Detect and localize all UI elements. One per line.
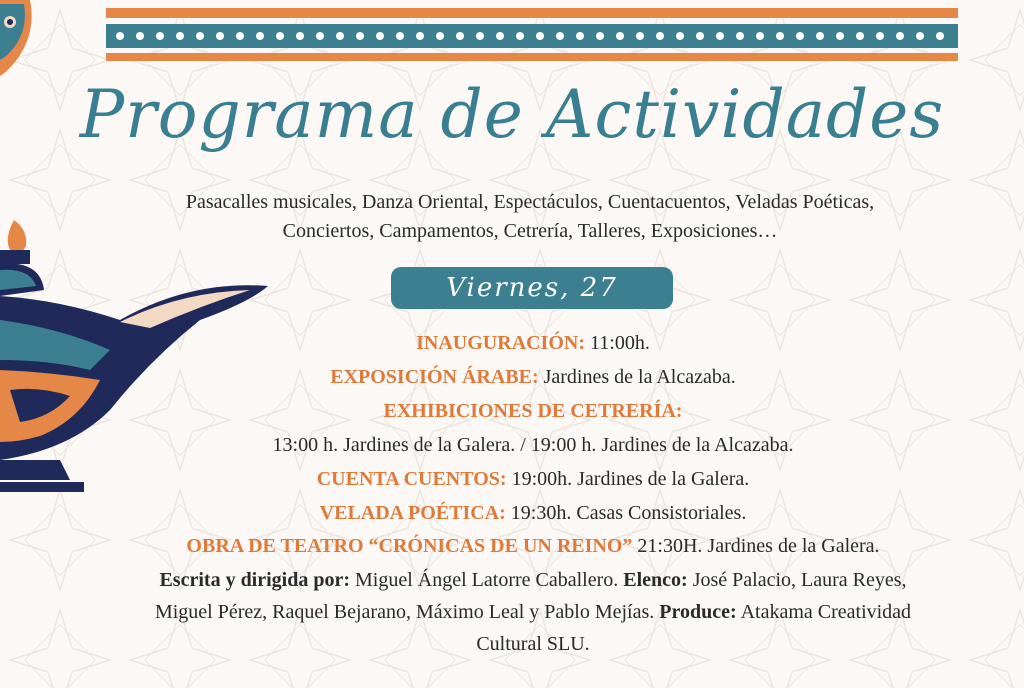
frieze-dot [836,32,844,40]
frieze-dot [436,32,444,40]
frieze-dot [936,32,944,40]
event-detail: Jardines de la Alcazaba. [538,366,736,388]
frieze-dot [336,32,344,40]
frieze-dot [676,32,684,40]
event-exposicion [90,360,976,394]
frieze-dot [876,32,884,40]
cast-label: Elenco: [623,569,688,591]
event-label: VELADA POÉTICA: [319,502,506,524]
event-label: OBRA DE TEATRO “CRÓNICAS DE UN REINO” [186,535,633,557]
frieze-dot [216,32,224,40]
event-schedule [90,326,976,660]
frieze-dot [276,32,284,40]
theatre-credits [90,564,976,660]
event-label: CUENTA CUENTOS: [316,468,507,490]
event-label: EXHIBICIONES DE CETRERÍA: [383,400,683,422]
event-label: INAUGURACIÓN: [416,332,586,354]
credits-line-1 [90,564,976,596]
activities-summary [90,188,970,246]
event-cuentos [90,462,976,496]
written-value: Miguel Ángel Latorre Caballero. [350,569,619,591]
event-label: EXPOSICIÓN ÁRABE: [330,366,539,388]
event-detail: 11:00h. [585,332,650,354]
event-detail: 19:30h. Casas Consistoriales. [505,502,747,524]
frieze-dot [256,32,264,40]
frieze-dot [856,32,864,40]
event-detail: 19:00h. Jardines de la Galera. [506,468,750,490]
frieze-dot [496,32,504,40]
produce-value: Atakama Creatividad [736,601,912,623]
frieze-dot [396,32,404,40]
event-cetreria-label [90,394,976,428]
frieze-dot [656,32,664,40]
produce-label: Produce: [659,601,737,623]
frieze-dot [576,32,584,40]
frieze-dot [536,32,544,40]
frieze-dot [736,32,744,40]
frieze-dot [176,32,184,40]
frieze-dot [116,32,124,40]
frieze-dot [896,32,904,40]
frieze-dot [756,32,764,40]
frieze-dot [776,32,784,40]
event-teatro [90,530,976,562]
produce-value-continued: Cultural SLU. [476,633,590,655]
event-inauguracion [90,326,976,360]
frieze-dot [916,32,924,40]
frieze-dot [416,32,424,40]
cast-value: José Palacio, Laura Reyes, [687,569,907,591]
frieze-dot [376,32,384,40]
frieze-dot [516,32,524,40]
frieze-dot [816,32,824,40]
frieze-dot [296,32,304,40]
credits-line-2 [90,596,976,628]
day-badge: Viernes, 27 [391,267,673,309]
frieze-dot [716,32,724,40]
frieze-dot [316,32,324,40]
frieze-dot [616,32,624,40]
frieze-dot [456,32,464,40]
cast-value-continued: Miguel Pérez, Raquel Bejarano, Máximo Leal y Pablo Mejías. [154,601,655,623]
summary-line-1: Pasacalles musicales, Danza Oriental, Espectáculos, Cuentacuentos, Veladas Poéticas, [185,191,875,213]
frieze-dot [136,32,144,40]
frieze-dot [356,32,364,40]
written-label: Escrita y dirigida por: [159,569,351,591]
credits-line-3 [90,628,976,660]
frieze-dot [796,32,804,40]
frieze-dot [636,32,644,40]
event-detail: 21:30H. Jardines de la Galera. [632,535,880,557]
arabesque-ornament-icon [0,0,36,76]
frieze-dot [196,32,204,40]
frieze-dot [156,32,164,40]
frieze-dot [556,32,564,40]
frieze-dot [476,32,484,40]
event-velada [90,496,976,530]
summary-line-2: Conciertos, Campamentos, Cetrería, Talleres, Exposiciones… [282,220,778,242]
event-cetreria-detail [90,428,976,462]
frieze-dot [596,32,604,40]
event-detail: 13:00 h. Jardines de la Galera. / 19:00 h. Jardines de la Alcazaba. [272,434,794,456]
top-frieze [0,0,1024,70]
frieze-dot [696,32,704,40]
frieze-dot [236,32,244,40]
page-title: Programa de Actividades [79,76,945,153]
